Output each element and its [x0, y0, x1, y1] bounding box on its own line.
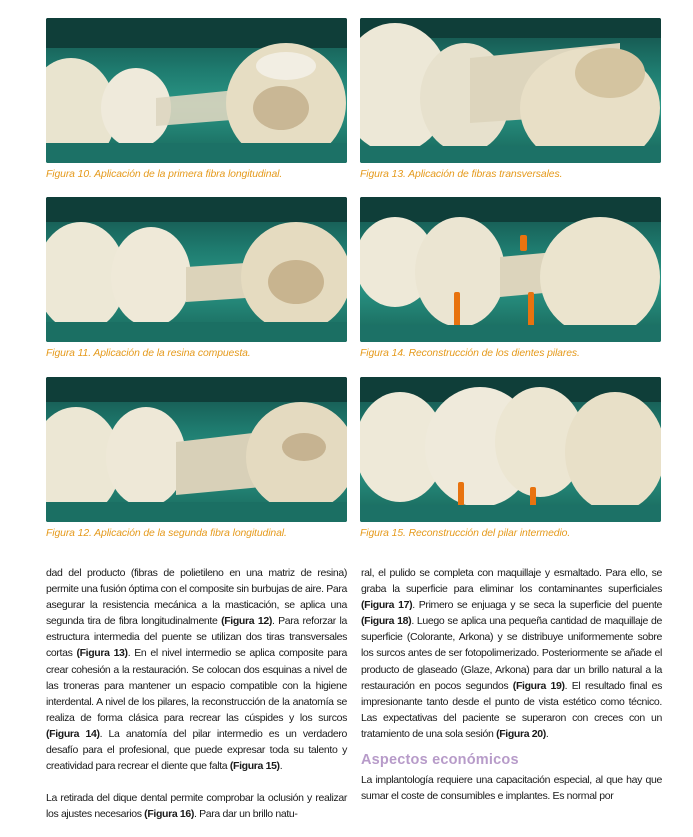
paragraph: La retirada del dique dental permite comprobar la oclusión y realizar los ajustes necesarios (Figura 16). Para dar un brillo natu-	[46, 792, 347, 821]
figure-ref: (Figura 19)	[512, 679, 565, 692]
paragraph: La implantología requiere una capacitación especial, al que hay que sumar el coste de consumibles e implantes. Es normal por	[361, 774, 662, 803]
figure-ref: (Figura 20)	[496, 727, 546, 740]
figure-10	[46, 18, 347, 181]
article-column-left	[46, 565, 347, 822]
figure-15-photo	[360, 377, 661, 522]
figure-11-photo	[46, 197, 347, 342]
figure-13-photo	[360, 18, 661, 163]
figure-ref: (Figura 14)	[46, 727, 100, 740]
figure-12	[46, 377, 347, 540]
figure-12-photo	[46, 377, 347, 522]
figure-ref: (Figura 18)	[361, 615, 412, 628]
figure-13-caption: Figura 13. Aplicación de fibras transversales.	[360, 169, 563, 180]
figure-ref: (Figura 16)	[144, 808, 194, 821]
figure-14-caption: Figura 14. Reconstrucción de los dientes pilares.	[360, 348, 580, 359]
figure-15-caption: Figura 15. Reconstrucción del pilar intermedio.	[360, 528, 571, 539]
figure-ref: (Figura 13)	[76, 647, 128, 660]
figure-10-caption: Figura 10. Aplicación de la primera fibra longitudinal.	[46, 169, 283, 180]
paragraph: ral, el pulido se completa con maquillaje y esmaltado. Para ello, se graba la superficie para eliminar los contaminantes superficiales (Figura 17). Primero se enjuaga y se seca la superficie del puente (Figura 18). Luego se aplica una pequeña cantidad de maquillaje de superficie (Colorante, Arkona) y se distribuye uniformemente sobre los surcos antes de ser fotopolimerizado. Posteriormente se añade el producto de glaseado (Glaze, Arkona) para dar un brillo natural a la restauración en pocos segundos (Figura 19). El resultado final es impresionante tanto desde el punto de vista estético como técnico. Las expectativas del paciente se superaron con creces con un tratamiento de una sola sesión (Figura 20).	[361, 567, 663, 740]
figure-13	[360, 18, 661, 181]
figure-11	[46, 197, 347, 360]
figure-12-caption: Figura 12. Aplicación de la segunda fibra longitudinal.	[46, 528, 287, 539]
section-heading: Aspectos económicos	[361, 752, 519, 769]
figure-ref: (Figura 15)	[229, 760, 280, 773]
figure-11-caption: Figura 11. Aplicación de la resina compuesta.	[46, 348, 251, 359]
figure-14-photo	[360, 197, 661, 342]
paragraph: dad del producto (fibras de polietileno en una matriz de resina) permite una fusión óptima con el composite sin burbujas de aire. Para asegurar la resistencia mecánica a la masticación, se aplica una segunda tira de fibra longitudinalmente (Figura 12). Para reforzar la estructura intermedia del puente se utilizan dos tiras transversales cortas (Figura 13). En el nivel intermedio se aplica composite para crear cohesión a la restauración. Se colocan dos esquinas a nivel de las troneras para mantener un espacio compatible con la higiene interdental. A nivel de los pilares, la reconstrucción de la anatomía se realiza de forma clásica para recrear las cúspides y los surcos (Figura 14). La anatomía del pilar intermedio es un verdadero desafío para el profesional, que puede expresar toda su talento y creatividad para recrear el diente que falta (Figura 15).	[46, 567, 348, 773]
figure-15	[360, 377, 661, 540]
article-column-right	[361, 565, 662, 804]
figure-14	[360, 197, 661, 360]
figure-ref: (Figura 12)	[221, 615, 272, 628]
figure-10-photo	[46, 18, 347, 163]
figure-ref: (Figura 17)	[361, 599, 413, 612]
